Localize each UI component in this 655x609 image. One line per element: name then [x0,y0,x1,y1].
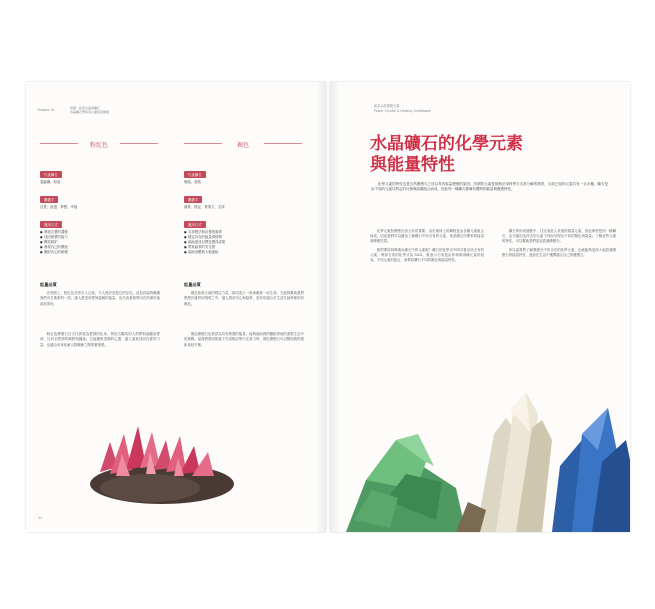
list-item: ● 協助達成目標並獲得成果 [184,240,302,245]
section-heading: 能量品質 [40,282,57,287]
list-item: ● 找回被愛的能力 [40,235,158,240]
crystal-group-image [346,370,630,532]
lead-paragraph: 化學元素的特性也是自然療癒石之所以具有能量療癒的原因。所謂的元素是指無法用科學方式再分解的物質，目前已知的元素共有一百多種。礦石是由不同的元素以特定的比例與結構組合而成，因此每一種礦石都擁有獨特的能量與療癒特性。 [371,182,608,192]
tag-representative-stones: 代表礦石 [184,171,206,178]
heading-rule [184,143,222,144]
page-title [370,134,610,176]
tag-keywords: 關鍵字 [40,196,58,203]
page-title-line: 與能量特性 [370,155,455,175]
tag-value: 落實、穩定、實現力、支持 [184,205,225,209]
list-item: ● 撫慰內心的創傷 [40,250,158,255]
right-page [330,82,630,532]
book-spread [26,82,630,532]
tag-keywords: 關鍵字 [184,196,202,203]
body-paragraph: 褐色象徵大地的穩定力量，如同泥土一般承載著一切生命。它能夠幫助我們將想法落實到現實之中，讓人感到安心與踏實，是非常適合在生活忙碌時使用的顏色。 [184,291,304,306]
left-page [26,82,326,532]
list-item: ● 釋放嫉妒 [40,240,158,245]
heading-rule [120,143,158,144]
list-item: ● 帶來踏實的安全感 [184,245,302,250]
body-paragraph: 礦石的形成過程中，往往會混入其他的微量元素，因此即使是同一種礦石，也可能因為所含的元素不同而呈現出不同的顏色與能量。了解這些元素的特性，可以幫助我們更加認識療癒石。 [502,229,616,244]
section-heading: 能量品質 [184,282,201,287]
body-paragraph: 褐色療癒石也被認為具有保護的能量，能夠協助我們腳踏實地的面對生活中的挑戰。當我們感到焦慮不安或無法集中注意力時，褐色療癒石可以幫助我們重新找回平衡。 [184,332,304,347]
text-column [370,229,484,266]
chapter-label: Chapter 01 [37,108,55,112]
body-paragraph: 在現實上，粉紅色非常引人注意。令人無法忽視它的存在。這色彩能夠喚醒我們內在柔軟的一面，讓人感受到愛與溫暖的能量，也代表著我們內在的那份純真與美好。 [40,291,160,306]
body-paragraph: 化學元素對療癒石而言非常重要。由於地球上的礦物是由各種元素組合而成，因此我們可以藉由了解礦石中所含有的元素，來認識它所帶來的能量與療癒效果。 [370,229,484,244]
text-column [502,229,616,261]
body-paragraph: 粉紅色療癒石在古代被視為愛情的化身。例如古羅馬的人們將粉晶獻給愛神，以祈求愛情的順利與圓滿。它能撫慰受傷的心靈，讓人重新找回自愛的力量，也適合用來化解人際關係之間的緊張感。 [40,332,160,347]
pink-mineral-image [80,412,240,507]
column-heading: 褐色 [236,142,249,149]
tag-usage: 運用方式 [184,221,206,228]
heading-rule [40,143,78,144]
running-header-subtitle: Power Crystal & Healing Guidebook [374,108,431,113]
color-column-brown [184,140,302,255]
page-number: 32 [38,516,43,520]
tag-value: 菱錳礦、粉晶 [40,180,61,184]
tag-value: 煙晶、茶晶 [184,180,201,184]
list-item: ● 支持想法與計畫的落實 [184,230,302,235]
tag-usage: 運用方式 [40,221,62,228]
tag-value: 自愛、浪漫、夢想、幸福 [40,205,78,209]
running-header-subtitle: 水晶礦石們與身心靈能量療癒 [70,110,110,115]
usage-list [40,230,158,255]
running-header-title: 認識 能量水晶與礦石 [70,106,101,110]
usage-list [184,230,302,255]
page-title-line: 水晶礦石的化學元素 [370,134,523,154]
body-paragraph: 我們要如何辨識出礦石中的元素呢？礦石的化學式中即可看出所含有的元素，例如石英的化學式為 SiO2，就表示石英是由矽與氧兩種元素所組成。不同元素的組合，會帶給礦石不同的顏色與能量特性。 [370,247,484,263]
list-item: ● 發展自愛的課程 [40,230,158,235]
color-column-pink [40,140,158,255]
running-header-title: 能量水晶療癒全書 [374,104,400,108]
body-paragraph: 所以當我們了解療癒石中所含有的化學元素，也就能夠更深入地認識療癒石的能量特性，進而在生活中選擇適合自己的療癒石。 [502,247,616,257]
gutter-shadow [316,82,326,532]
running-header [70,106,190,115]
tag-representative-stones: 代表礦石 [40,171,62,178]
list-item: ● 發現自己的價值 [40,245,158,250]
column-heading: 粉紅色 [89,142,108,149]
list-item: ● 協助身體與大地連結 [184,250,302,255]
list-item: ● 穩定內在的能量與情緒 [184,235,302,240]
heading-rule [264,143,302,144]
gutter-shadow [330,82,340,532]
running-header [374,104,431,113]
